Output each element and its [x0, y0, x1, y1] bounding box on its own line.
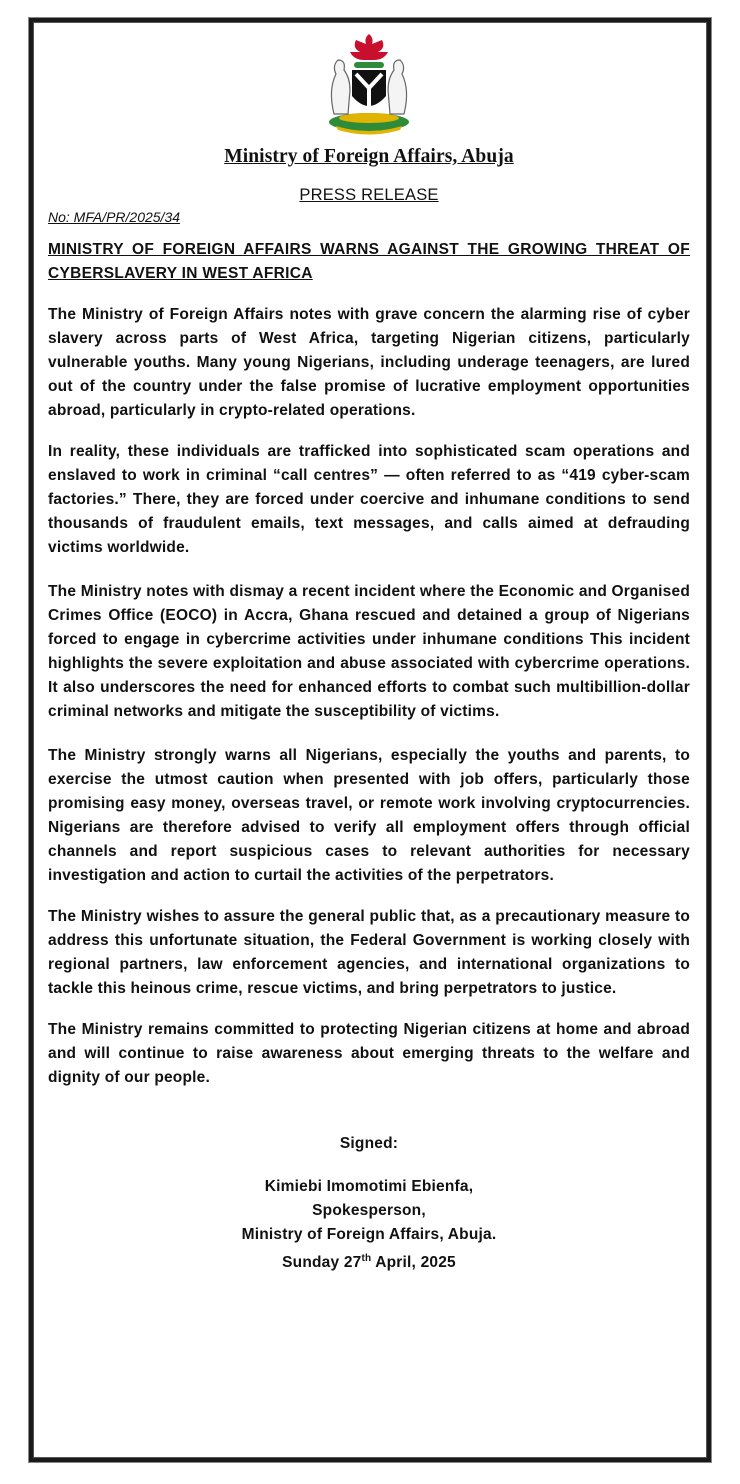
body-paragraph: The Ministry of Foreign Affairs notes with grave concern the alarming rise of cyber slavery across parts of West Africa, targeting Nigerian citizens, particularly vulnerable youths. Many young Nigerians, including underage teenagers, are lured out of the country under the false promise of lucrative employment opportunities abroad, particularly in crypto-related operations.: [48, 306, 690, 419]
press-release-document: [48, 30, 690, 1275]
signatory-name: Kimiebi Imomotimi Ebienfa,: [264, 1178, 474, 1195]
document-type-heading: PRESS RELEASE: [299, 186, 439, 204]
reference-number: No: MFA/PR/2025/34: [48, 209, 181, 225]
body-paragraph: The Ministry remains committed to protecting Nigerian citizens at home and abroad and will continue to raise awareness about emerging threats to the welfare and dignity of our people.: [48, 1021, 690, 1086]
release-date: Sunday 27th April, 2025: [282, 1253, 456, 1272]
ministry-title: Ministry of Foreign Affairs, Abuja: [224, 146, 514, 167]
body-paragraph: The Ministry wishes to assure the general public that, as a precautionary measure to address this unfortunate situation, the Federal Government is working closely with regional partners, law enforcement agencies, and international organizations to tackle this heinous crime, rescue victims, and bring perpetrators to justice.: [48, 908, 690, 997]
signatory-title: Spokesperson,: [312, 1202, 426, 1219]
body-paragraph: The Ministry strongly warns all Nigerians, especially the youths and parents, to exercise the utmost caution when presented with job offers, particularly those promising easy money, overseas travel, or remote work involving cryptocurrencies. Nigerians are therefore advised to verify all employment offers through official channels and report suspicious cases to relevant authorities for necessary investigation and action to curtail the activities of the perpetrators.: [48, 747, 690, 884]
signatory-office: Ministry of Foreign Affairs, Abuja.: [241, 1226, 497, 1243]
body-paragraph: In reality, these individuals are trafficked into sophisticated scam operations and enslaved to work in criminal “call centres” — often referred to as “419 cyber-scam factories.” There, they are forced under coercive and inhumane conditions to send thousands of fraudulent emails, text messages, and calls aimed at defrauding victims worldwide.: [48, 443, 690, 556]
press-release-headline: MINISTRY OF FOREIGN AFFAIRS WARNS AGAINST THE GROWING THREAT OF CYBERSLAVERY IN WEST AFRICA: [48, 241, 690, 282]
body-paragraph: The Ministry notes with dismay a recent incident where the Economic and Organised Crimes Office (EOCO) in Accra, Ghana rescued and detained a group of Nigerians forced to engage in cybercrime activities under inhumane conditions This incident highlights the severe exploitation and abuse associated with cybercrime operations. It also underscores the need for enhanced efforts to combat such multibillion-dollar criminal networks and mitigate the susceptibility of victims.: [48, 583, 690, 720]
signature-block: [48, 1135, 690, 1275]
nigeria-coat-of-arms-icon: [314, 30, 424, 136]
signed-label: Signed:: [339, 1135, 399, 1152]
